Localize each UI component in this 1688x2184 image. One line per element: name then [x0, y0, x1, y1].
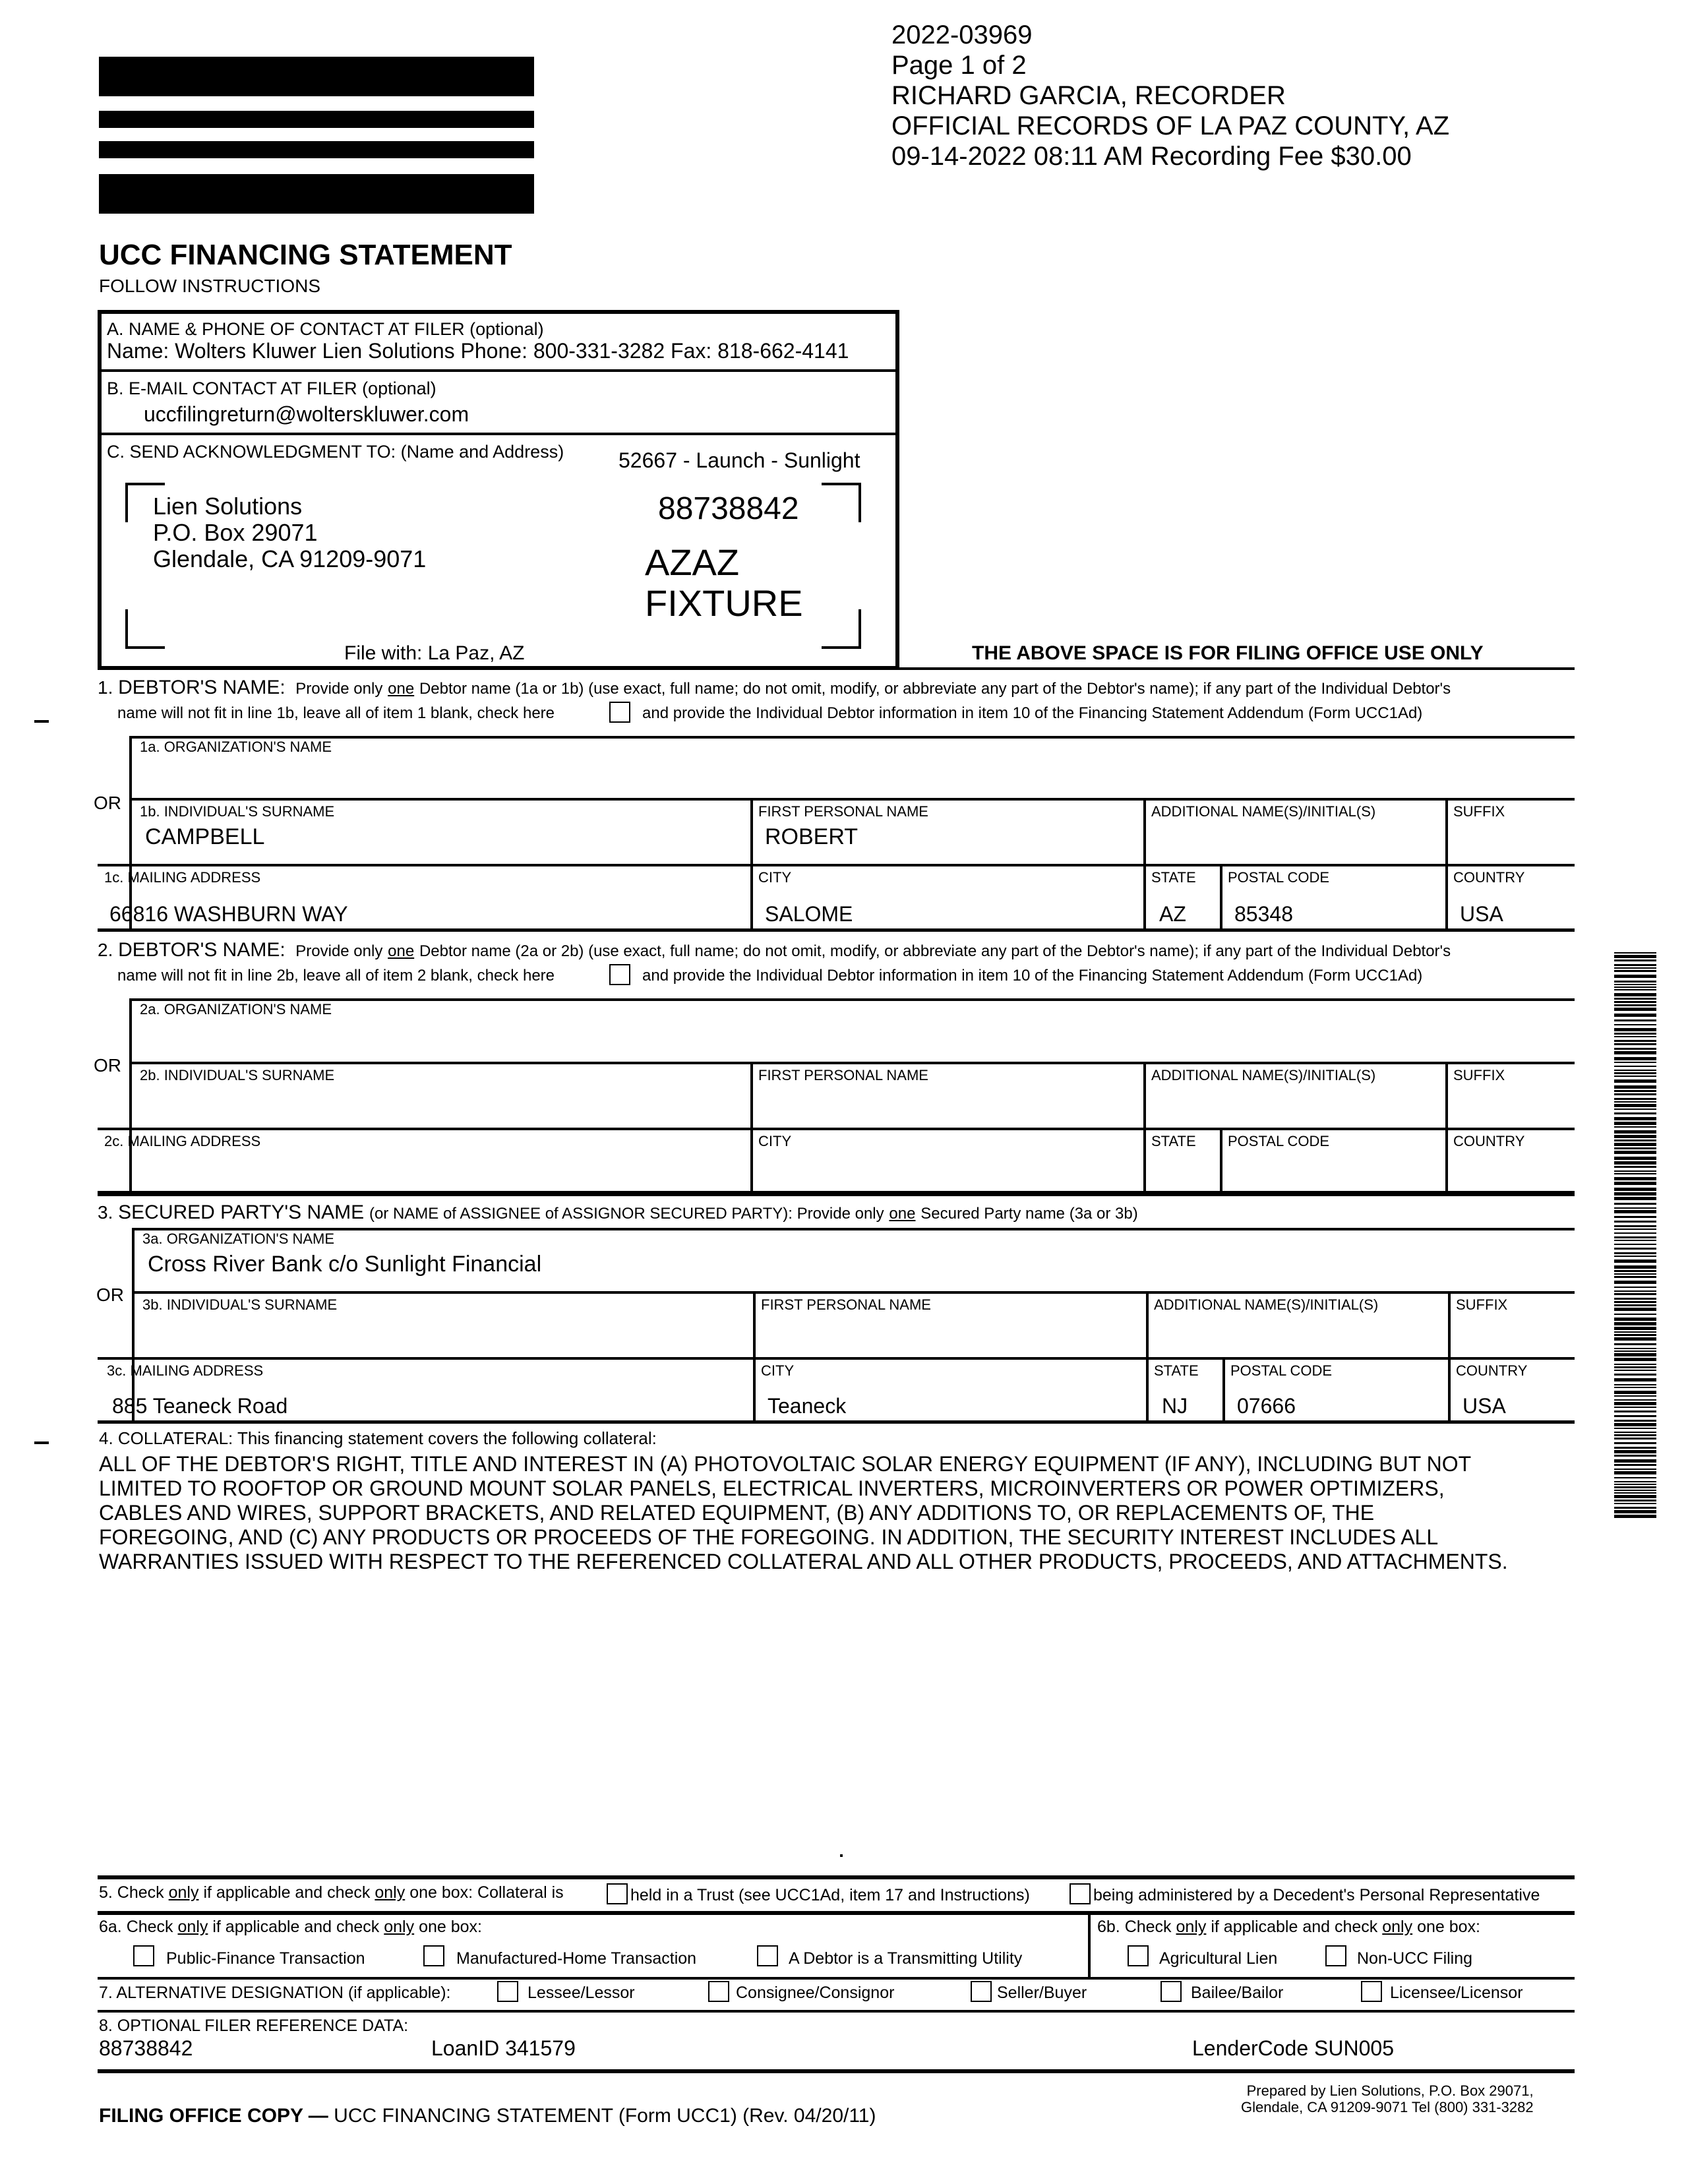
item6b-agricultural-lien-label: Agricultural Lien [1159, 1949, 1278, 1968]
recorder-name: RICHARD GARCIA, RECORDER [891, 81, 1286, 110]
filing-office-note: THE ABOVE SPACE IS FOR FILING OFFICE USE ONLY [972, 642, 1484, 664]
debtor1-suffix-label: SUFFIX [1453, 803, 1505, 820]
item7-bailee-label: Bailee/Bailor [1191, 1984, 1284, 2002]
form-subtitle: FOLLOW INSTRUCTIONS [99, 276, 321, 296]
item6b-text: 6b. Check only if applicable and check only one box: [1097, 1918, 1480, 1936]
item6a-text: 6a. Check only if applicable and check only one box: [99, 1918, 482, 1936]
ack-address-line1: Lien Solutions [153, 493, 303, 520]
item6b-non-ucc-checkbox[interactable] [1325, 1945, 1346, 1966]
item6b-agricultural-lien-checkbox[interactable] [1128, 1945, 1149, 1966]
ack-number: 88738842 [658, 491, 799, 526]
secured-postal-label: POSTAL CODE [1230, 1362, 1333, 1379]
item8-label: 8. OPTIONAL FILER REFERENCE DATA: [99, 2017, 409, 2035]
secured-heading: 3. SECURED PARTY'S NAME (or NAME of ASSIGNEE of ASSIGNOR SECURED PARTY): Provide only one Secured Party name (3a or 3b) [98, 1201, 1138, 1223]
debtor1-state: AZ [1159, 902, 1186, 926]
debtor2-city-label: CITY [758, 1133, 792, 1149]
header-bar [99, 111, 534, 128]
debtor2-surname-label: 2b. INDIVIDUAL'S SURNAME [140, 1067, 335, 1083]
item7-consignee-checkbox[interactable] [708, 1981, 729, 2002]
item7-lessee-checkbox[interactable] [497, 1981, 518, 2002]
item6a-transmitting-utility-checkbox[interactable] [757, 1945, 778, 1966]
debtor2-addl-label: ADDITIONAL NAME(S)/INITIAL(S) [1151, 1067, 1376, 1083]
item5-decedent-checkbox[interactable] [1070, 1883, 1091, 1904]
ack-address-line2: P.O. Box 29071 [153, 519, 318, 546]
ack-address [153, 493, 426, 572]
debtor2-instr-3: and provide the Individual Debtor information in item 10 of the Financing Statement Addendum (Form UCC1Ad) [642, 967, 1423, 985]
debtor1-or: OR [94, 793, 121, 813]
debtor2-or: OR [94, 1055, 121, 1076]
debtor2-org-label: 2a. ORGANIZATION'S NAME [140, 1001, 332, 1017]
debtor2-country-label: COUNTRY [1453, 1133, 1525, 1149]
recorder-doc-number: 2022-03969 [891, 20, 1033, 49]
secured-state-label: STATE [1154, 1362, 1199, 1379]
item6a-public-finance-label: Public-Finance Transaction [166, 1949, 365, 1968]
form-title: UCC FINANCING STATEMENT [99, 239, 512, 271]
debtor2-state-label: STATE [1151, 1133, 1196, 1149]
debtor1-postal-label: POSTAL CODE [1228, 869, 1330, 886]
debtor1-addl-label: ADDITIONAL NAME(S)/INITIAL(S) [1151, 803, 1376, 820]
debtor1-country-label: COUNTRY [1453, 869, 1525, 886]
stray-dot [840, 1854, 843, 1857]
item6a-manufactured-home-checkbox[interactable] [423, 1945, 444, 1966]
debtor1-first: ROBERT [765, 824, 859, 849]
item6a-transmitting-utility-label: A Debtor is a Transmitting Utility [789, 1949, 1023, 1968]
header-bar [99, 57, 534, 96]
debtor1-postal: 85348 [1234, 902, 1293, 926]
debtor1-surname-label: 1b. INDIVIDUAL'S SURNAME [140, 803, 335, 820]
debtor1-heading: 1. DEBTOR'S NAME: Provide only one Debtor name (1a or 1b) (use exact, full name; do not omit, modify, or abbreviate any part of the Debtor's name); if any part of the Individual Debtor's [98, 677, 1451, 698]
secured-mail-label: 3c. MAILING ADDRESS [107, 1362, 264, 1379]
file-with: File with: La Paz, AZ [344, 642, 525, 664]
debtor1-country: USA [1460, 902, 1503, 926]
margin-tick [34, 720, 49, 723]
item7-label: 7. ALTERNATIVE DESIGNATION (if applicable): [99, 1984, 451, 2002]
header-bar [99, 174, 534, 214]
item8-reference-3: LenderCode SUN005 [1192, 2036, 1394, 2060]
item6a-public-finance-checkbox[interactable] [133, 1945, 154, 1966]
debtor1-state-label: STATE [1151, 869, 1196, 886]
debtor1-first-label: FIRST PERSONAL NAME [758, 803, 928, 820]
secured-postal: 07666 [1237, 1394, 1296, 1418]
recorder-stamp [891, 20, 1449, 171]
secured-surname-label: 3b. INDIVIDUAL'S SURNAME [142, 1296, 338, 1313]
debtor1-city: SALOME [765, 902, 853, 926]
item7-lessee-label: Lessee/Lessor [528, 1984, 635, 2002]
debtor1-instr-2: name will not fit in line 1b, leave all of item 1 blank, check here [117, 704, 555, 722]
secured-mail: 885 Teaneck Road [112, 1394, 288, 1418]
secured-first-label: FIRST PERSONAL NAME [761, 1296, 931, 1313]
item5-trust-label: held in a Trust (see UCC1Ad, item 17 and Instructions) [630, 1886, 1030, 1904]
debtor1-org-label: 1a. ORGANIZATION'S NAME [140, 739, 332, 755]
footer-prepared-by: Prepared by Lien Solutions, P.O. Box 29071, Glendale, CA 91209-9071 Tel (800) 331-3282 [1241, 2082, 1534, 2115]
secured-city-label: CITY [761, 1362, 795, 1379]
secured-addl-label: ADDITIONAL NAME(S)/INITIAL(S) [1154, 1296, 1379, 1313]
recorder-office: OFFICIAL RECORDS OF LA PAZ COUNTY, AZ [891, 111, 1450, 140]
margin-tick [34, 1441, 49, 1444]
ack-code-1: AZAZ [645, 541, 740, 583]
secured-org-label: 3a. ORGANIZATION'S NAME [142, 1230, 335, 1247]
ack-address-line3: Glendale, CA 91209-9071 [153, 545, 427, 572]
secured-suffix-label: SUFFIX [1456, 1296, 1508, 1313]
bracket-top-right [822, 483, 861, 522]
item7-seller-label: Seller/Buyer [997, 1984, 1087, 2002]
item8-reference-1: 88738842 [99, 2036, 193, 2060]
item5-text: 5. Check only if applicable and check only one box: Collateral is [99, 1883, 564, 1902]
item5-trust-checkbox[interactable] [607, 1883, 628, 1904]
filer-a-label: A. NAME & PHONE OF CONTACT AT FILER (optional) [107, 319, 544, 339]
barcode [1614, 952, 1656, 1522]
item6a-manufactured-home-label: Manufactured-Home Transaction [456, 1949, 697, 1968]
secured-country-label: COUNTRY [1456, 1362, 1528, 1379]
debtor2-first-label: FIRST PERSONAL NAME [758, 1067, 928, 1083]
debtor1-addendum-checkbox[interactable] [609, 702, 630, 723]
item5-decedent-label: being administered by a Decedent's Personal Representative [1093, 1886, 1540, 1904]
debtor1-mail-label: 1c. MAILING ADDRESS [104, 869, 261, 886]
secured-city: Teaneck [768, 1394, 847, 1418]
header-bar [99, 141, 534, 158]
bracket-bottom-left [125, 609, 165, 649]
item7-bailee-checkbox[interactable] [1160, 1981, 1182, 2002]
filer-b-value: uccfilingreturn@wolterskluwer.com [144, 402, 469, 426]
item7-seller-checkbox[interactable] [971, 1981, 992, 2002]
debtor1-city-label: CITY [758, 869, 792, 886]
debtor2-addendum-checkbox[interactable] [609, 964, 630, 985]
item7-licensee-checkbox[interactable] [1361, 1981, 1382, 2002]
ack-code-2: FIXTURE [645, 582, 803, 624]
footer-form-id: FILING OFFICE COPY — UCC FINANCING STATEMENT (Form UCC1) (Rev. 04/20/11) [99, 2105, 876, 2127]
secured-or: OR [96, 1285, 124, 1305]
item7-licensee-label: Licensee/Licensor [1390, 1984, 1523, 2002]
debtor2-mail-label: 2c. MAILING ADDRESS [104, 1133, 261, 1149]
debtor2-heading: 2. DEBTOR'S NAME: Provide only one Debtor name (2a or 2b) (use exact, full name; do not omit, modify, or abbreviate any part of the Debtor's name); if any part of the Individual Debtor's [98, 939, 1451, 961]
collateral-label: 4. COLLATERAL: This financing statement covers the following collateral: [99, 1428, 657, 1448]
item8-reference-2: LoanID 341579 [431, 2036, 576, 2060]
filer-b-label: B. E-MAIL CONTACT AT FILER (optional) [107, 379, 437, 398]
item7-consignee-label: Consignee/Consignor [736, 1984, 895, 2002]
bracket-bottom-right [822, 609, 861, 649]
debtor2-suffix-label: SUFFIX [1453, 1067, 1505, 1083]
debtor1-surname: CAMPBELL [145, 824, 265, 849]
debtor1-instr-3: and provide the Individual Debtor information in item 10 of the Financing Statement Addendum (Form UCC1Ad) [642, 704, 1423, 722]
secured-state: NJ [1162, 1394, 1188, 1418]
filer-a-value: Name: Wolters Kluwer Lien Solutions Phone: 800-331-3282 Fax: 818-662-4141 [107, 339, 849, 363]
collateral-text: ALL OF THE DEBTOR'S RIGHT, TITLE AND INTEREST IN (A) PHOTOVOLTAIC SOLAR ENERGY EQUIPMENT (IF ANY), INCLUDING BUT NOT LIMITED TO ROOFTOP OR GROUND MOUNT SOLAR PANELS, ELECTRICAL INVERTERS, MICROINVERTERS OR POWER OPTIMIZERS, CABLES AND WIRES, SUPPORT BRACKETS, AND RELATED EQUIPMENT, (B) ANY ADDITIONS TO, OR REPLACEMENTS OF, THE FOREGOING, AND (C) ANY PRODUCTS OR PROCEEDS OF THE FOREGOING. IN ADDITION, THE SECURITY INTEREST INCLUDES ALL WARRANTIES ISSUED WITH RESPECT TO THE REFERENCED COLLATERAL AND ALL OTHER PRODUCTS, PROCEEDS, AND ATTACHMENTS. [99, 1452, 1508, 1573]
secured-country: USA [1462, 1394, 1506, 1418]
debtor1-mail: 66816 WASHBURN WAY [109, 902, 348, 926]
item6b-non-ucc-label: Non-UCC Filing [1357, 1949, 1473, 1968]
secured-org: Cross River Bank c/o Sunlight Financial [148, 1252, 542, 1277]
recorder-date-fee: 09-14-2022 08:11 AM Recording Fee $30.00 [891, 142, 1412, 171]
recorder-page: Page 1 of 2 [891, 51, 1027, 80]
filer-c-label: C. SEND ACKNOWLEDGMENT TO: (Name and Address) [107, 442, 564, 462]
filer-c-reference: 52667 - Launch - Sunlight [618, 448, 860, 472]
debtor2-instr-2: name will not fit in line 2b, leave all of item 2 blank, check here [117, 967, 555, 985]
debtor2-postal-label: POSTAL CODE [1228, 1133, 1330, 1149]
